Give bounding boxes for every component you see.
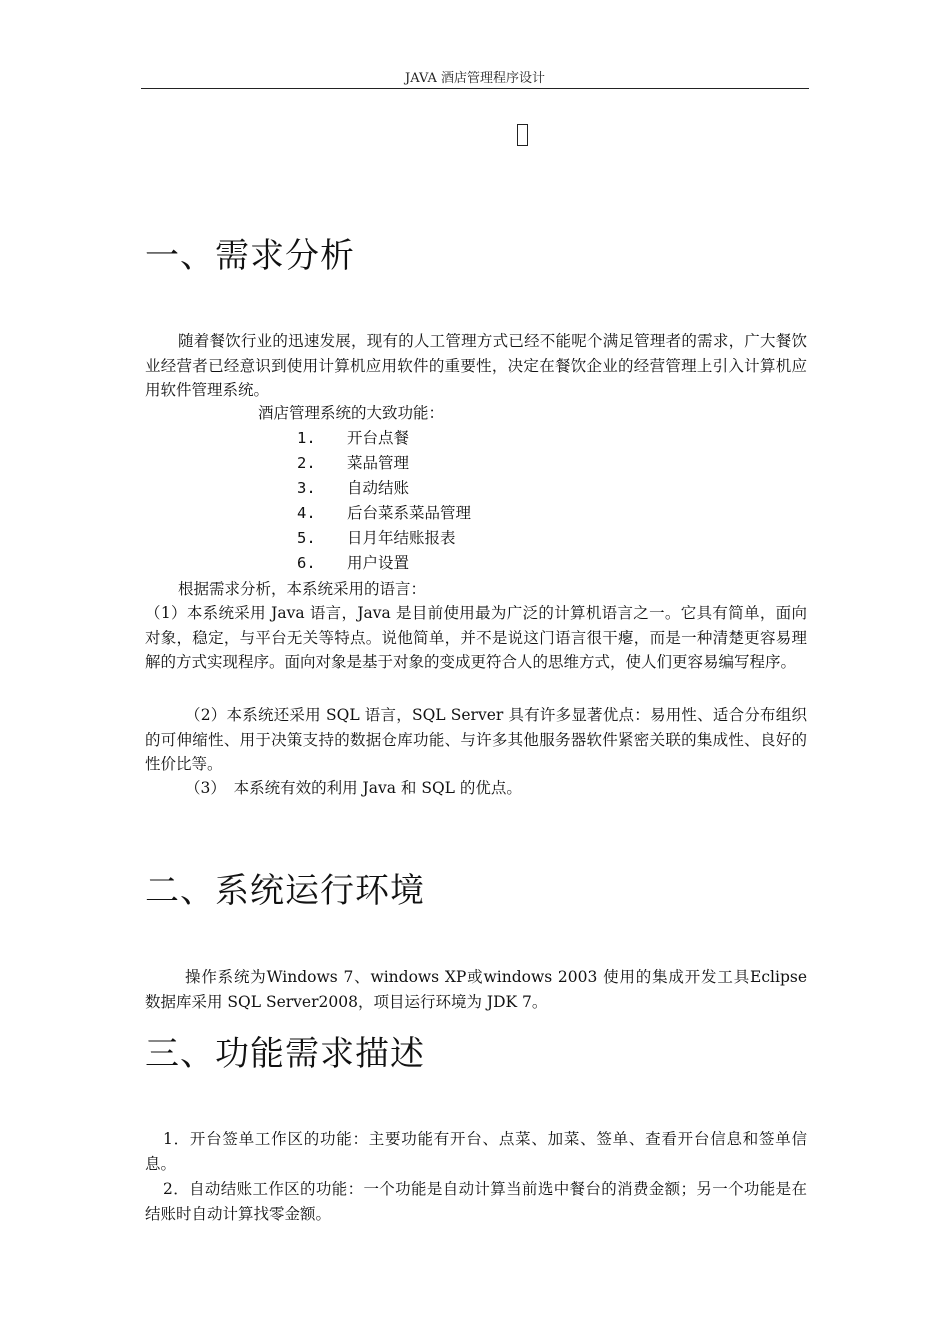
- document-page: JAVA 酒店管理程序设计 一、需求分析 随着餐饮行业的迅速发展，现有的人工管理方式已经不能呢个满足管理者的需求，广大餐饮业经营者已经意识到使用计算机应用软件的重要性，决定在餐饮企业的经营管理上引入计算机应用软件管理系统。 酒店管理系统的大致功能： 1. 开台点餐 2. 菜品管理 3. 自动结账 4. 后台菜系菜品管理 5. 日月年结账报表 6. 用户设置 根据需求分析，本系统采用的语言： （1）本系统采用 Java 语言，Java 是目前使用最为广泛的计算机语言之一。它具有简单，面向对象，稳定，与平台无关等特点。说他简单，并不是说这门语言很干瘪，而是一种清楚更容易理解的方式实现程序。面向对象是基于对象的变成更符合人的思维方式，使人们更容易编写程序。 （2）本系统还采用 SQL 语言，SQL Server 具有许多显著优点：易用性、适合分布组织的可伸缩性、用于决策支持的数据仓库功能、与许多其他服务器软件紧密关联的集成性、良好的性价比等。 （3） 本系统有效的利用 Java 和 SQL 的优点。 二、系统运行环境 操作系统为Windows 7、windows XP或windows 2003 使用的集成开发工具Eclipse 数据库采用 SQL Server2008，项目运行环境为 JDK 7。 三、功能需求描述 1．开台签单工作区的功能：主要功能有开台、点菜、加菜、签单、查看开台信息和签单信息。 2．自动结账工作区的功能：一个功能是自动计算当前选中餐台的消费金额；另一个功能是在结账时自动计算找零金额。: [0, 0, 950, 1344]
- function-item-2: 2．自动结账工作区的功能：一个功能是自动计算当前选中餐台的消费金额；另一个功能是在结账时自动计算找零金额。: [145, 1180, 807, 1223]
- environment-paragraph: 操作系统为Windows 7、windows XP或windows 2003 使用的集成开发工具Eclipse 数据库采用 SQL Server2008，项目运行环境为 JDK 7。: [145, 968, 807, 1011]
- language-summary-paragraph: （3） 本系统有效的利用 Java 和 SQL 的优点。: [185, 779, 522, 797]
- language-sql-paragraph: （2）本系统还采用 SQL 语言，SQL Server 具有许多显著优点：易用性、适合分布组织的可伸缩性、用于决策支持的数据仓库功能、与许多其他服务器软件紧密关联的集成性、良好的性价比等。: [145, 706, 807, 773]
- features-title: 酒店管理系统的大致功能：: [258, 404, 445, 422]
- language-intro: 根据需求分析，本系统采用的语言：: [178, 580, 427, 598]
- missing-glyph-icon: [517, 124, 528, 146]
- language-java-paragraph: （1）本系统采用 Java 语言，Java 是目前使用最为广泛的计算机语言之一。它具有简单，面向对象，稳定，与平台无关等特点。说他简单，并不是说这门语言很干瘪，而是一种清楚更容易理解的方式实现程序。面向对象是基于对象的变成更符合人的思维方式，使人们更容易编写程序。: [145, 604, 807, 671]
- section-heading-environment: 二、系统运行环境: [145, 871, 425, 911]
- page-header: JAVA 酒店管理程序设计: [405, 71, 545, 86]
- section-heading-functions: 三、功能需求描述: [145, 1034, 425, 1074]
- function-item-1: 1．开台签单工作区的功能：主要功能有开台、点菜、加菜、签单、查看开台信息和签单信息。: [145, 1130, 807, 1173]
- intro-paragraph: 随着餐饮行业的迅速发展，现有的人工管理方式已经不能呢个满足管理者的需求，广大餐饮业经营者已经意识到使用计算机应用软件的重要性，决定在餐饮企业的经营管理上引入计算机应用软件管理系统。: [145, 332, 807, 399]
- section-heading-requirements: 一、需求分析: [145, 236, 355, 276]
- header-divider: [141, 88, 809, 89]
